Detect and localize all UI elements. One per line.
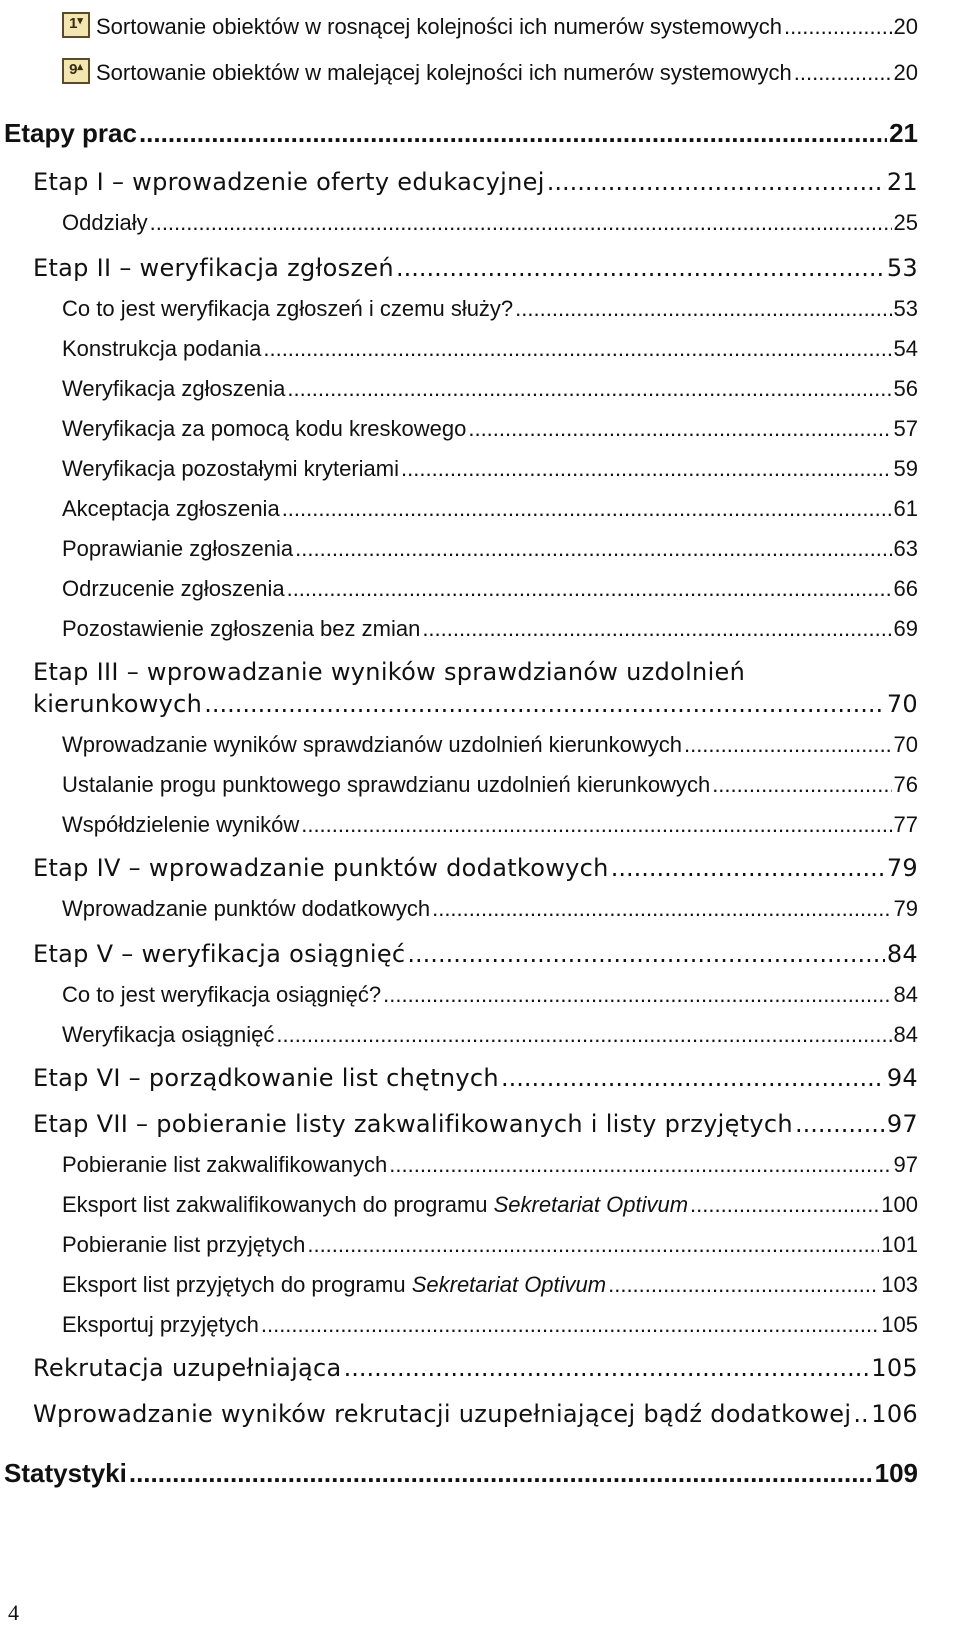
toc-entry[interactable]	[62, 576, 918, 602]
toc-entry-page: 69	[893, 616, 918, 641]
toc-entry-page: 66	[893, 576, 918, 601]
toc-entry[interactable]	[62, 616, 918, 642]
dot-leader	[432, 896, 891, 922]
toc-entry[interactable]	[4, 1458, 918, 1489]
toc-entry-page: 53	[893, 296, 918, 321]
toc-entry[interactable]	[33, 1400, 918, 1428]
toc-entry-page: 25	[893, 210, 918, 235]
dot-leader	[129, 1458, 873, 1489]
toc-entry-page: 77	[893, 812, 918, 837]
toc-entry[interactable]	[62, 416, 918, 442]
dot-leader	[282, 496, 892, 522]
toc-entry[interactable]	[33, 168, 918, 196]
toc-entry[interactable]	[62, 812, 918, 838]
toc-entry-title: Wprowadzanie punktów dodatkowych	[62, 896, 431, 921]
dot-leader	[150, 210, 892, 236]
dot-leader	[383, 982, 891, 1008]
toc-entry-page: 103	[881, 1272, 918, 1297]
dot-leader	[794, 60, 892, 86]
toc-entry-page: 105	[871, 1354, 918, 1382]
toc-entry-title: Wprowadzanie wyników sprawdzianów uzdolnień kierunkowych	[62, 732, 682, 757]
toc-entry[interactable]	[62, 1022, 918, 1048]
dot-leader	[422, 616, 891, 642]
toc-entry-title: Etap V – weryfikacja osiągnięć	[33, 940, 406, 968]
toc-entry-page: 53	[886, 254, 918, 282]
toc-entry-page: 84	[893, 982, 918, 1007]
toc-entry-page: 70	[893, 732, 918, 757]
toc-entry[interactable]	[62, 1152, 918, 1178]
dot-leader	[401, 456, 892, 482]
toc-entry-page: 57	[893, 416, 918, 441]
toc-entry-title: Statystyki	[4, 1458, 127, 1488]
toc-entry-title: Co to jest weryfikacja osiągnięć?	[62, 982, 382, 1007]
dot-leader	[139, 118, 887, 149]
toc-entry-title: Odrzucenie zgłoszenia	[62, 576, 285, 601]
toc-entry-title: Etapy prac	[4, 118, 137, 148]
toc-entry-title: Co to jest weryfikacja zgłoszeń i czemu służy?	[62, 296, 514, 321]
dot-leader	[611, 854, 885, 882]
toc-entry-page: 59	[893, 456, 918, 481]
toc-entry-title: Sortowanie obiektów w rosnącej kolejności ich numerów systemowych	[96, 14, 782, 39]
toc-entry[interactable]	[62, 732, 918, 758]
toc-entry[interactable]	[33, 1110, 918, 1138]
toc-entry-page: 20	[893, 14, 918, 39]
toc-entry-title: kierunkowych	[33, 690, 203, 718]
toc-entry[interactable]	[33, 1064, 918, 1092]
dot-leader	[396, 254, 885, 282]
toc-entry-title-line1: Etap III – wprowadzanie wyników sprawdzianów uzdolnień	[33, 658, 746, 686]
toc-entry-title: Weryfikacja za pomocą kodu kreskowego	[62, 416, 467, 441]
program-name: Sekretariat Optivum	[493, 1192, 689, 1217]
toc-entry-page: 21	[889, 118, 918, 148]
toc-entry-page: 106	[871, 1400, 918, 1428]
toc-entry[interactable]	[33, 690, 918, 718]
toc-entry[interactable]	[33, 1354, 918, 1382]
toc-entry[interactable]	[4, 118, 918, 149]
toc-entry-title: Weryfikacja zgłoszenia	[62, 376, 286, 401]
toc-entry-title: Etap VII – pobieranie listy zakwalifikowanych i listy przyjętych	[33, 1110, 793, 1138]
toc-entry[interactable]	[96, 14, 918, 40]
toc-entry-title: Sortowanie obiektów w malejącej kolejności ich numerów systemowych	[96, 60, 792, 85]
toc-entry-title: Pobieranie list przyjętych	[62, 1232, 306, 1257]
toc-entry[interactable]	[62, 982, 918, 1008]
dot-leader	[501, 1064, 885, 1092]
toc-entry-title: Współdzielenie wyników	[62, 812, 300, 837]
toc-entry-title: Poprawianie zgłoszenia	[62, 536, 294, 561]
dot-leader	[204, 690, 885, 718]
toc-entry-page: 79	[893, 896, 918, 921]
toc-entry[interactable]	[62, 336, 918, 362]
dot-leader	[407, 940, 884, 968]
toc-entry-title: Eksport list przyjętych do programu Sekretariat Optivum	[62, 1272, 607, 1297]
toc-entry-title: Oddziały	[62, 210, 148, 235]
toc-entry[interactable]	[62, 296, 918, 322]
dot-leader	[295, 536, 891, 562]
toc-entry-page: 97	[886, 1110, 918, 1138]
toc-entry-page: 76	[893, 772, 918, 797]
toc-entry[interactable]	[33, 254, 918, 282]
dot-leader	[307, 1232, 879, 1258]
toc-entry[interactable]	[33, 940, 918, 968]
toc-entry[interactable]	[62, 1272, 918, 1298]
toc-entry[interactable]	[62, 536, 918, 562]
toc-entry[interactable]	[62, 1232, 918, 1258]
toc-entry[interactable]	[33, 854, 918, 882]
toc-entry[interactable]	[62, 772, 918, 798]
toc-entry-title: Wprowadzanie wyników rekrutacji uzupełniającej bądź dodatkowej	[33, 1400, 852, 1428]
dot-leader	[301, 812, 891, 838]
dot-leader	[853, 1400, 869, 1428]
toc-entry-page: 109	[874, 1458, 918, 1488]
toc-entry-title: Akceptacja zgłoszenia	[62, 496, 280, 521]
dot-leader	[690, 1192, 879, 1218]
toc-entry-page: 70	[886, 690, 918, 718]
dot-leader	[784, 14, 892, 40]
dot-leader	[261, 1312, 879, 1338]
toc-entry-title: Ustalanie progu punktowego sprawdzianu uzdolnień kierunkowych	[62, 772, 711, 797]
toc-entry[interactable]	[62, 496, 918, 522]
toc-entry-page: 61	[893, 496, 918, 521]
toc-entry-title: Pozostawienie zgłoszenia bez zmian	[62, 616, 421, 641]
dot-leader	[468, 416, 891, 442]
dot-leader	[547, 168, 885, 196]
toc-entry-title: Eksportuj przyjętych	[62, 1312, 259, 1337]
sort-descending-icon: 9▴	[62, 58, 90, 84]
toc-entry-page: 56	[893, 376, 918, 401]
toc-entry[interactable]	[62, 896, 918, 922]
dot-leader	[287, 576, 892, 602]
toc-entry[interactable]	[62, 210, 918, 236]
dot-leader	[389, 1152, 891, 1178]
toc-entry-page: 105	[881, 1312, 918, 1337]
toc-entry[interactable]	[62, 1312, 918, 1338]
toc-entry-page: 63	[893, 536, 918, 561]
toc-entry-page: 20	[893, 60, 918, 85]
toc-entry-page: 79	[886, 854, 918, 882]
toc-entry-title: Weryfikacja pozostałymi kryteriami	[62, 456, 400, 481]
toc-entry-page: 21	[886, 168, 918, 196]
dot-leader	[684, 732, 892, 758]
toc-entry-page: 54	[893, 336, 918, 361]
toc-entry-title: Eksport list zakwalifikowanych do programu Sekretariat Optivum	[62, 1192, 689, 1217]
dot-leader	[276, 1022, 891, 1048]
toc-entry-title: Weryfikacja osiągnięć	[62, 1022, 275, 1047]
toc-entry-title: Etap VI – porządkowanie list chętnych	[33, 1064, 499, 1092]
toc-entry-page: 94	[886, 1064, 918, 1092]
toc-entry[interactable]	[62, 456, 918, 482]
toc-entry[interactable]	[62, 1192, 918, 1218]
toc-entry-title: Etap IV – wprowadzanie punktów dodatkowych	[33, 854, 609, 882]
toc-entry-title: Konstrukcja podania	[62, 336, 262, 361]
toc-entry-page: 84	[886, 940, 918, 968]
page-number: 4	[8, 1600, 19, 1625]
dot-leader	[712, 772, 891, 798]
dot-leader	[344, 1354, 870, 1382]
toc-entry-title: Etap II – weryfikacja zgłoszeń	[33, 254, 394, 282]
dot-leader	[608, 1272, 879, 1298]
sort-ascending-icon: 1▾	[62, 12, 90, 38]
toc-entry-page: 100	[881, 1192, 918, 1217]
toc-entry-page: 84	[893, 1022, 918, 1047]
dot-leader	[263, 336, 891, 362]
toc-entry-title: Pobieranie list zakwalifikowanych	[62, 1152, 388, 1177]
dot-leader	[515, 296, 891, 322]
dot-leader	[795, 1110, 885, 1138]
program-name: Sekretariat Optivum	[411, 1272, 607, 1297]
toc-entry-title: Rekrutacja uzupełniająca	[33, 1354, 342, 1382]
toc-entry-page: 97	[893, 1152, 918, 1177]
toc-entry-page: 101	[881, 1232, 918, 1257]
dot-leader	[287, 376, 891, 402]
toc-entry[interactable]	[96, 60, 918, 86]
toc-entry[interactable]	[62, 376, 918, 402]
toc-entry-title: Etap I – wprowadzenie oferty edukacyjnej	[33, 168, 545, 196]
